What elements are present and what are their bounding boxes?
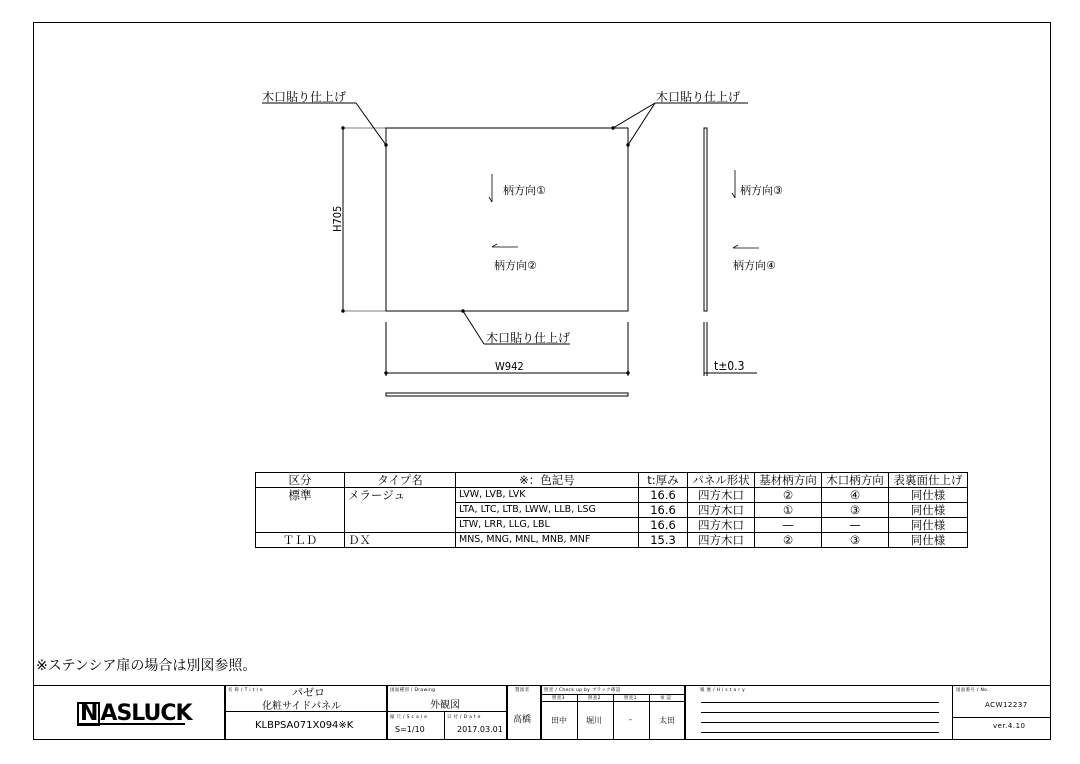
grain-direction-4: 柄方向④ <box>733 259 776 272</box>
table-cell: ② <box>755 533 822 548</box>
panel-top-view <box>386 393 628 396</box>
table-cell: LTW, LRR, LLG, LBL <box>456 518 639 533</box>
history-line-4 <box>701 732 939 733</box>
title-line-2: 化粧サイドパネル <box>262 701 342 712</box>
height-dimension-label: H705 <box>331 205 344 232</box>
table-cell: メラージュ <box>345 488 456 533</box>
scale-value: S=1/10 <box>395 725 425 734</box>
drawing-no-caption: 図面番号 / No. <box>956 688 989 693</box>
drawing-type-caption: 図面種別 / Drawing <box>390 688 436 693</box>
height-dimension <box>342 127 386 312</box>
scale-caption: 縮 尺 / S c a l e <box>390 715 428 720</box>
checker-name: 太田 <box>659 716 675 725</box>
table-cell: ② <box>755 488 822 503</box>
date-caption: 日 付 / D a t e <box>447 715 481 720</box>
table-cell: 16.6 <box>639 503 688 518</box>
table-cell: ① <box>755 503 822 518</box>
table-cell: — <box>822 518 889 533</box>
table-cell: 同仕様 <box>889 503 968 518</box>
col-header: タイプ名 <box>345 473 456 488</box>
panel-side-view <box>704 128 707 311</box>
col-header: 表裏面仕上げ <box>889 473 968 488</box>
table-cell: 16.6 <box>639 488 688 503</box>
check-sub-label: 照査2 <box>588 696 601 701</box>
table-cell: 四方木口 <box>688 518 755 533</box>
thickness-dimension-label: t±0.3 <box>714 359 745 373</box>
edge-label-top-left: 木口貼り仕上げ <box>262 90 347 104</box>
table-cell: MNS, MNG, MNL, MNB, MNF <box>456 533 639 548</box>
drawing-number: ACW12237 <box>985 701 1028 709</box>
drawing-no-divider <box>953 717 1051 718</box>
date-value: 2017.03.01 <box>457 725 503 734</box>
checker-name: 堀川 <box>586 716 602 725</box>
table-cell: 四方木口 <box>688 533 755 548</box>
drawing-type: 外観図 <box>430 700 460 711</box>
nasluck-logo: N ASLUCK <box>77 701 192 726</box>
table-cell: ＤＸ <box>345 533 456 548</box>
drawing-type-divider <box>387 711 507 712</box>
checker-name: 田中 <box>551 716 567 725</box>
table-cell: ④ <box>822 488 889 503</box>
table-cell: ③ <box>822 533 889 548</box>
title-caption: 名 称 / T i t l e <box>228 688 263 693</box>
edge-label-top-right: 木口貼り仕上げ <box>656 90 741 104</box>
logo-underline <box>77 723 185 725</box>
check-sub-label: 照査3 <box>552 696 565 701</box>
scale-date-divider <box>444 711 445 740</box>
history-line-2 <box>701 712 939 713</box>
check-sub-label: 承 認 <box>660 696 672 701</box>
table-cell: ＴＬＤ <box>256 533 345 548</box>
grain-direction-2: 柄方向② <box>494 259 537 272</box>
title-block <box>33 685 1051 740</box>
author-caption: 製図者 <box>515 688 530 693</box>
table-cell: 同仕様 <box>889 488 968 503</box>
author-name: 高橋 <box>513 715 532 725</box>
grain-direction-3: 柄方向③ <box>740 184 783 197</box>
table-cell: LVW, LVB, LVK <box>456 488 639 503</box>
table-cell: 四方木口 <box>688 503 755 518</box>
table-row <box>256 488 968 503</box>
col-header: 木口柄方向 <box>822 473 889 488</box>
edge-label-bottom: 木口貼り仕上げ <box>486 331 571 345</box>
col-header: ※：色記号 <box>456 473 639 488</box>
table-cell: 四方木口 <box>688 488 755 503</box>
col-header: パネル形状 <box>688 473 755 488</box>
table-cell: 15.3 <box>639 533 688 548</box>
table-cell: — <box>755 518 822 533</box>
panel-front-view <box>386 128 628 311</box>
check-col-1 <box>577 694 578 740</box>
table-cell: 標準 <box>256 488 345 533</box>
part-number: KLBPSA071X094※K <box>255 720 354 731</box>
col-header: 区分 <box>256 473 345 488</box>
table-cell: 同仕様 <box>889 518 968 533</box>
spec-table-header <box>256 473 968 488</box>
table-cell: 同仕様 <box>889 533 968 548</box>
table-cell: LTA, LTC, LTB, LWW, LLB, LSG <box>456 503 639 518</box>
table-cell: 16.6 <box>639 518 688 533</box>
title-divider <box>225 711 387 712</box>
col-header: 基材柄方向 <box>755 473 822 488</box>
history-caption: 履 歴 / H i s t o r y <box>700 688 746 693</box>
history-line-1 <box>701 702 939 703</box>
check-col-2 <box>613 694 614 740</box>
table-cell: ③ <box>822 503 889 518</box>
width-dimension-label: W942 <box>495 360 524 373</box>
version: ver.4.10 <box>993 722 1026 730</box>
history-line-3 <box>701 722 939 723</box>
check-caption: 照査 / Check up by ブラック確認 <box>544 688 621 693</box>
spec-table <box>255 472 968 548</box>
title-line-1: パゼロ <box>292 686 325 699</box>
col-header: t:厚み <box>639 473 688 488</box>
grain-arrows <box>489 170 759 248</box>
check-col-3 <box>649 694 650 740</box>
table-row <box>256 533 968 548</box>
check-sub-label: 照査1 <box>624 696 637 701</box>
stencia-door-note: ※ステンシア扉の場合は別図参照。 <box>36 658 257 674</box>
grain-direction-1: 柄方向① <box>503 184 546 197</box>
checker-name: - <box>629 715 632 724</box>
